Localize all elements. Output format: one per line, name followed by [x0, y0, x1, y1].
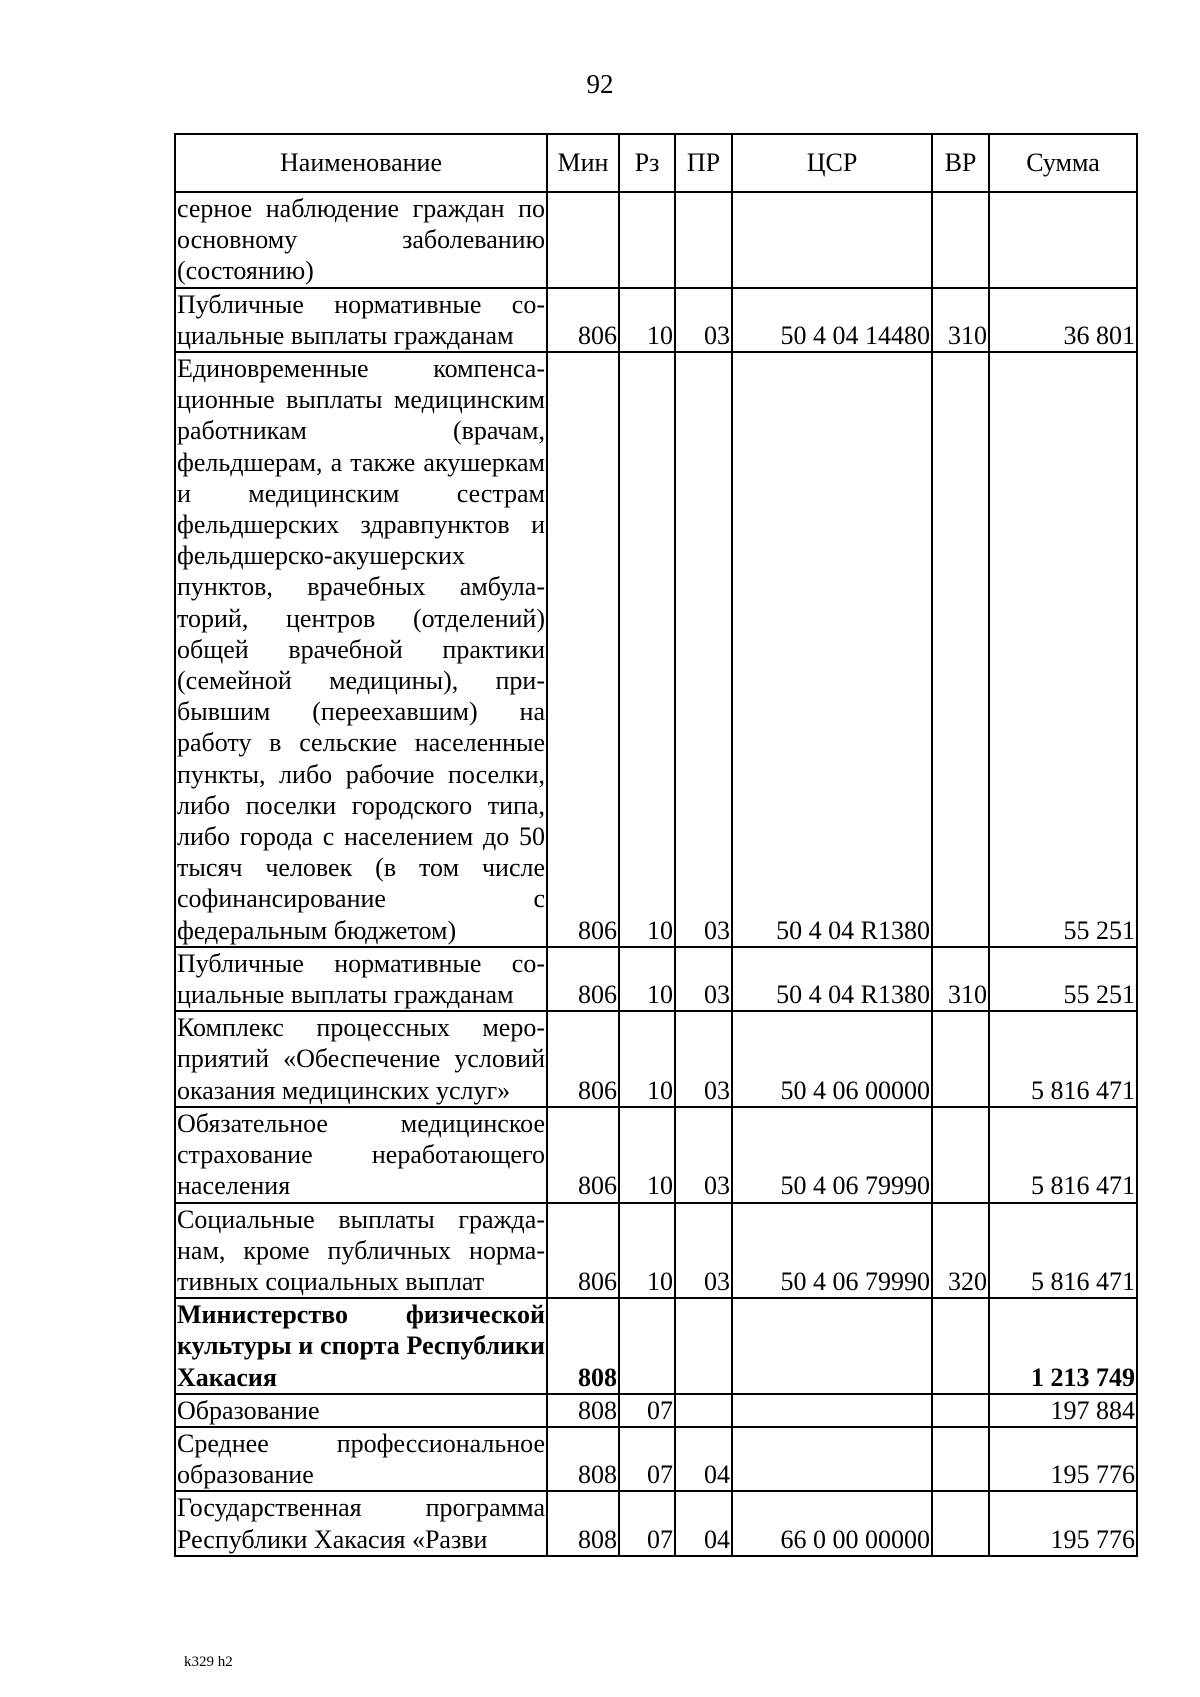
- table-body: [175, 192, 1137, 1556]
- header-pr: ПР: [675, 134, 732, 192]
- cell-csr: [732, 192, 932, 288]
- header-rz: Рз: [619, 134, 675, 192]
- cell-pr: 03: [675, 947, 732, 1011]
- budget-table: [174, 133, 1138, 1557]
- cell-min: 806: [547, 1011, 619, 1107]
- cell-min: 806: [547, 947, 619, 1011]
- cell-min: 808: [547, 1394, 619, 1427]
- cell-sum: 55 251: [989, 352, 1137, 947]
- cell-csr: 50 4 06 79990: [732, 1107, 932, 1203]
- cell-name: Образование: [175, 1394, 547, 1427]
- cell-min: 806: [547, 1203, 619, 1299]
- table-row: [175, 1298, 1137, 1394]
- cell-rz: 10: [619, 1107, 675, 1203]
- cell-rz: [619, 192, 675, 288]
- table-row: [175, 1491, 1137, 1555]
- cell-pr: 03: [675, 1107, 732, 1203]
- cell-csr: 66 0 00 00000: [732, 1491, 932, 1555]
- header-csr: ЦСР: [732, 134, 932, 192]
- cell-csr: 50 4 06 00000: [732, 1011, 932, 1107]
- header-name: Наименование: [175, 134, 547, 192]
- cell-min: 806: [547, 1107, 619, 1203]
- cell-vr: 310: [932, 288, 989, 352]
- cell-vr: [932, 1394, 989, 1427]
- cell-name: Публичные нормативные социальные выплаты гражданам: [175, 288, 547, 352]
- cell-name: Обязательное медицинское страхование неработающего населения: [175, 1107, 547, 1203]
- header-min: Мин: [547, 134, 619, 192]
- cell-rz: 10: [619, 1011, 675, 1107]
- cell-name: Среднее профессиональное образование: [175, 1427, 547, 1491]
- table-row: [175, 1203, 1137, 1299]
- cell-csr: 50 4 04 R1380: [732, 947, 932, 1011]
- cell-name: Государственная программа Республики Хакасия «Разви: [175, 1491, 547, 1555]
- cell-vr: [932, 1427, 989, 1491]
- cell-name: Социальные выплаты гражданам, кроме публичных нормативных социальных выплат: [175, 1203, 547, 1299]
- header-sum: Сумма: [989, 134, 1137, 192]
- cell-pr: 03: [675, 352, 732, 947]
- cell-sum: [989, 192, 1137, 288]
- footer-code: k329 h2: [184, 1654, 233, 1670]
- cell-csr: 50 4 06 79990: [732, 1203, 932, 1299]
- cell-min: 808: [547, 1427, 619, 1491]
- cell-vr: 310: [932, 947, 989, 1011]
- cell-min: [547, 192, 619, 288]
- cell-sum: 195 776: [989, 1427, 1137, 1491]
- cell-sum: 5 816 471: [989, 1107, 1137, 1203]
- cell-name: Единовременные компенсационные выплаты медицинским работникам (врачам, фельдшерам, а также акушеркам и медицинским сестрам фельдшерских здравпунктов и фельдшерско-акушерских пунктов, врачебных амбулаторий, центров (отделений) общей врачебной практики (семейной медицины), прибывшим (переехавшим) на работу в сельские населенные пункты, либо рабочие поселки, либо поселки городского типа, либо города с населением до 50 тысяч человек (в том числе софинансирование с федеральным бюджетом): [175, 352, 547, 947]
- cell-sum: 5 816 471: [989, 1203, 1137, 1299]
- table-row: [175, 947, 1137, 1011]
- cell-pr: [675, 1298, 732, 1394]
- cell-pr: 03: [675, 288, 732, 352]
- table-header-row: [175, 134, 1137, 192]
- table-row: [175, 1427, 1137, 1491]
- cell-vr: [932, 1491, 989, 1555]
- cell-pr: 04: [675, 1491, 732, 1555]
- cell-vr: [932, 1298, 989, 1394]
- cell-min: 808: [547, 1491, 619, 1555]
- table-row: [175, 352, 1137, 947]
- cell-sum: 1 213 749: [989, 1298, 1137, 1394]
- cell-vr: [932, 1011, 989, 1107]
- table-row: [175, 1394, 1137, 1427]
- cell-name: Публичные нормативные социальные выплаты гражданам: [175, 947, 547, 1011]
- table-row: [175, 1107, 1137, 1203]
- page-number: 92: [586, 69, 614, 99]
- cell-pr: 03: [675, 1203, 732, 1299]
- cell-rz: 10: [619, 947, 675, 1011]
- table-row: [175, 288, 1137, 352]
- cell-name: Комплекс процессных мероприятий «Обеспечение условий оказания медицинских услуг»: [175, 1011, 547, 1107]
- cell-rz: 07: [619, 1427, 675, 1491]
- cell-min: 808: [547, 1298, 619, 1394]
- cell-rz: 07: [619, 1491, 675, 1555]
- cell-min: 806: [547, 288, 619, 352]
- cell-vr: 320: [932, 1203, 989, 1299]
- cell-sum: 36 801: [989, 288, 1137, 352]
- cell-pr: 03: [675, 1011, 732, 1107]
- cell-rz: 10: [619, 1203, 675, 1299]
- cell-min: 806: [547, 352, 619, 947]
- cell-sum: 55 251: [989, 947, 1137, 1011]
- cell-rz: 07: [619, 1394, 675, 1427]
- cell-vr: [932, 192, 989, 288]
- cell-rz: 10: [619, 288, 675, 352]
- cell-sum: 197 884: [989, 1394, 1137, 1427]
- cell-pr: 04: [675, 1427, 732, 1491]
- cell-csr: 50 4 04 R1380: [732, 352, 932, 947]
- table-row: [175, 192, 1137, 288]
- cell-vr: [932, 1107, 989, 1203]
- cell-sum: 5 816 471: [989, 1011, 1137, 1107]
- table-row: [175, 1011, 1137, 1107]
- cell-csr: 50 4 04 14480: [732, 288, 932, 352]
- cell-csr: [732, 1427, 932, 1491]
- cell-name: Министерство физической культуры и спорта Республики Хакасия: [175, 1298, 547, 1394]
- cell-rz: [619, 1298, 675, 1394]
- cell-csr: [732, 1394, 932, 1427]
- cell-pr: [675, 192, 732, 288]
- cell-vr: [932, 352, 989, 947]
- cell-rz: 10: [619, 352, 675, 947]
- header-vr: ВР: [932, 134, 989, 192]
- cell-name: серное наблюдение граждан по основному заболеванию (состоянию): [175, 192, 547, 288]
- cell-sum: 195 776: [989, 1491, 1137, 1555]
- cell-pr: [675, 1394, 732, 1427]
- cell-csr: [732, 1298, 932, 1394]
